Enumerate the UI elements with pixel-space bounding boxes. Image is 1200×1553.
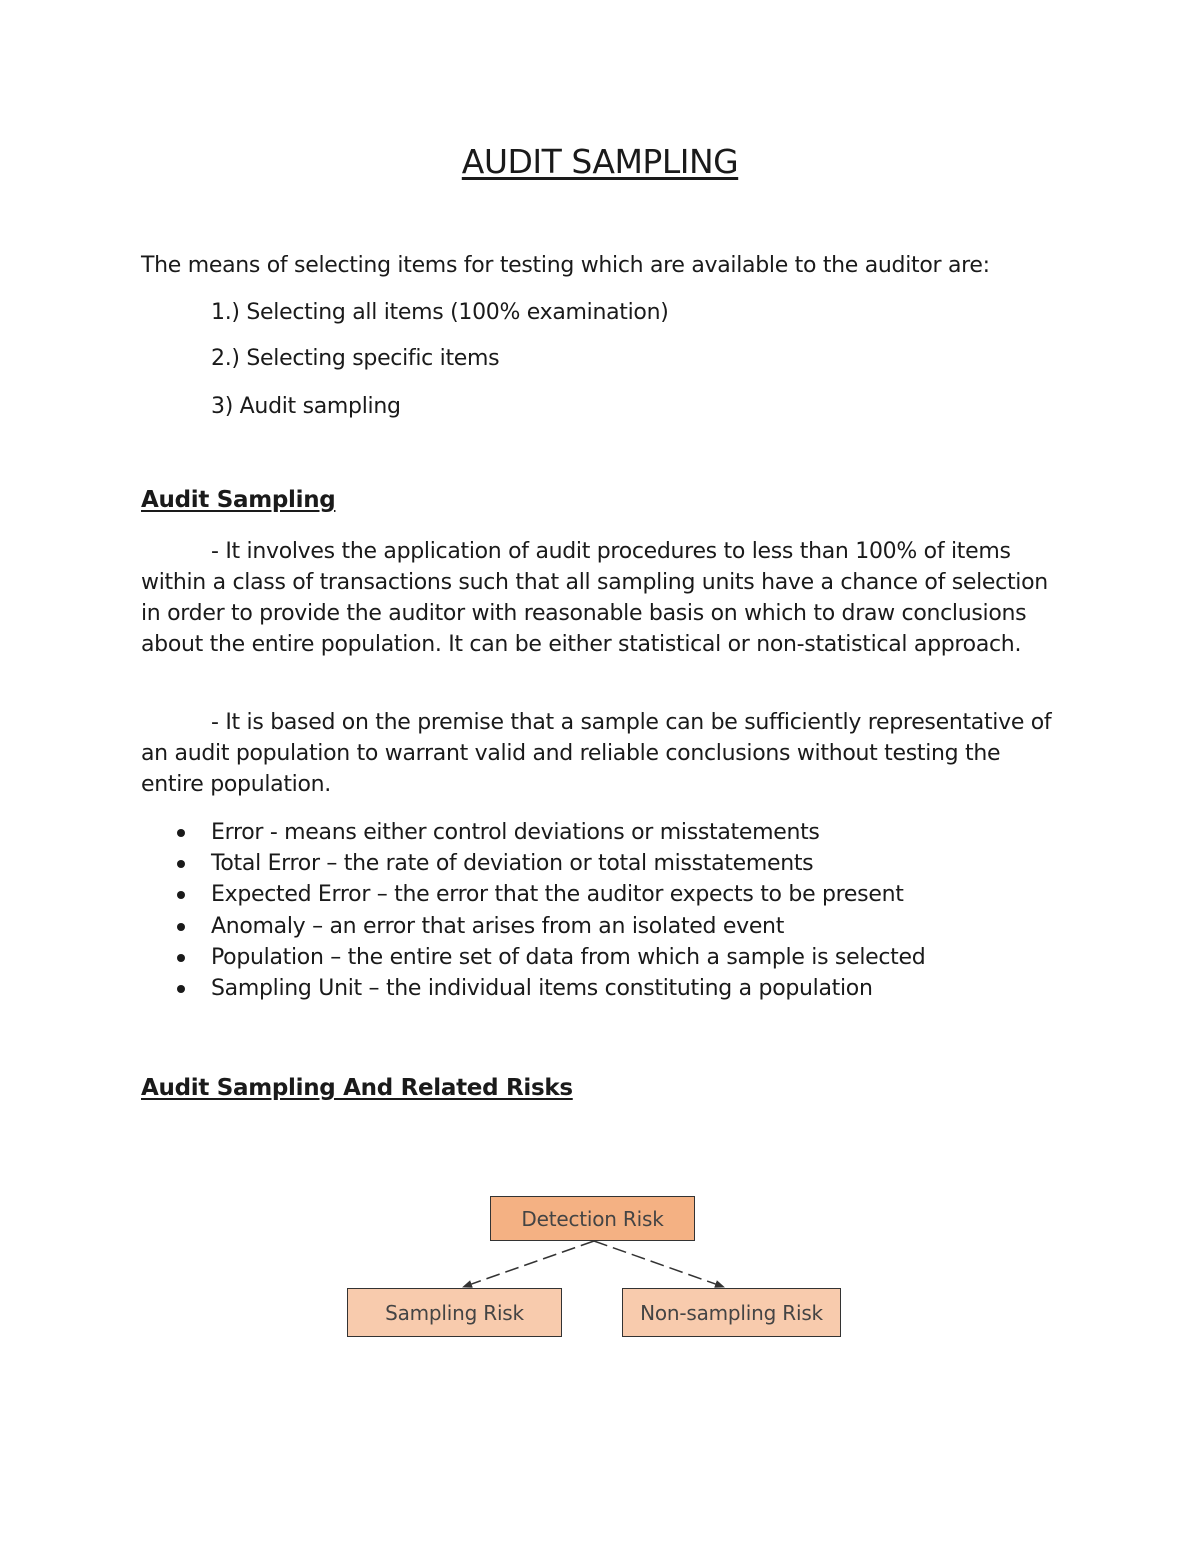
term-text: Expected Error – the error that the auditor expects to be present xyxy=(211,882,904,908)
connector-to-non-sampling-risk xyxy=(594,1241,724,1287)
term-text: Sampling Unit – the individual items constituting a population xyxy=(211,976,873,1002)
intro-text: The means of selecting items for testing which are available to the auditor are: xyxy=(141,253,990,278)
detection-risk-label: Detection Risk xyxy=(521,1206,664,1231)
term-text: Total Error – the rate of deviation or total misstatements xyxy=(211,851,814,877)
page-title: AUDIT SAMPLING xyxy=(461,142,739,181)
paragraph-definition-text: - It involves the application of audit procedures to less than 100% of items within a class of transactions such that all sampling units have a chance of selection in order to provide the auditor with reasonable basis on which to draw conclusions about the entire population. It can be either statistical or non-statistical approach. xyxy=(141,539,1048,657)
sampling-risk-box xyxy=(347,1288,562,1337)
section-heading-related-risks: Audit Sampling And Related Risks xyxy=(141,1075,573,1101)
connector-to-sampling-risk xyxy=(463,1241,594,1287)
detection-risk-box xyxy=(490,1196,695,1241)
non-sampling-risk-label: Non-sampling Risk xyxy=(640,1300,823,1325)
intro-item-1: 1.) Selecting all items (100% examination) xyxy=(211,300,669,325)
intro-item-3: 3) Audit sampling xyxy=(211,394,401,419)
intro-item-2: 2.) Selecting specific items xyxy=(211,346,500,371)
non-sampling-risk-box xyxy=(622,1288,841,1337)
paragraph-premise-text: - It is based on the premise that a sample can be sufficiently representative of an audit population to warrant valid and reliable conclusions without testing the entire population. xyxy=(141,710,1052,797)
term-text: Anomaly – an error that arises from an isolated event xyxy=(211,913,785,939)
sampling-risk-label: Sampling Risk xyxy=(385,1300,524,1325)
term-text: Population – the entire set of data from which a sample is selected xyxy=(211,944,926,970)
section-heading-audit-sampling: Audit Sampling xyxy=(141,487,336,513)
term-text: Error - means either control deviations or misstatements xyxy=(211,820,820,845)
